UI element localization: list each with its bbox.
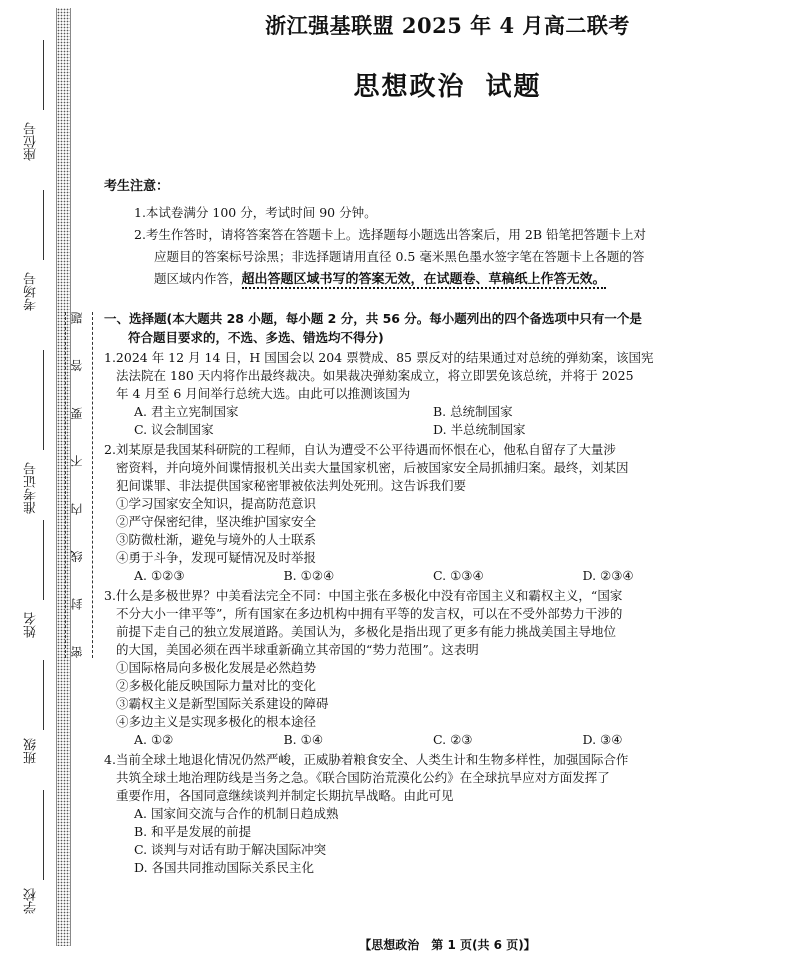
option-a: A. ①②③ <box>134 568 185 583</box>
question-stem-line: 年 4 月至 6 月间举行总统大选。由此可以推测该国为 <box>116 386 411 401</box>
option-c: C. 谈判与对话有助于解决国际冲突 <box>134 842 327 857</box>
option-d: D. ②③④ <box>582 568 634 583</box>
statement: ③霸权主义是新型国际关系建设的障碍 <box>116 696 329 711</box>
exam-content <box>104 178 732 877</box>
question-stem-line: 共筑全球土地治理防线是当务之急。《联合国防治荒漠化公约》在全球抗旱应对方面发挥了 <box>116 770 610 785</box>
notice-emphasis: 超出答题区域书写的答案无效，在试题卷、草稿纸上作答无效。 <box>241 272 606 287</box>
subject-title <box>110 66 785 103</box>
option-d: D. 半总统制国家 <box>433 422 526 437</box>
question-stem-line: 4.当前全球土地退化情况仍然严峻，正威胁着粮食安全、人类生计和生物多样性，加强国际合作 <box>104 752 629 767</box>
option-c: C. ①③④ <box>433 568 484 583</box>
section-heading-line-1: 一、选择题(本大题共 28 小题，每小题 2 分，共 56 分。每小题列出的四个备选项中只有一个是 <box>104 311 642 326</box>
question-stem-line: 法法院在 180 天内将作出最终裁决。如果裁决弹劾案成立，将立即罢免该总统，并将于 2025 <box>116 368 634 383</box>
statement: ①国际格局向多极化发展是必然趋势 <box>116 660 317 675</box>
section-heading-line-2: 符合题目要求的，不选、多选、错选均不得分) <box>128 330 384 345</box>
binding-margin <box>0 0 110 963</box>
class-label: 班级 <box>24 738 39 764</box>
question-1 <box>104 349 732 439</box>
exam-title: 浙江强基联盟 2025 年 4 月高二联考 <box>265 13 630 38</box>
option-a: A. 国家间交流与合作的机制日趋成熟 <box>134 806 339 821</box>
question-3 <box>104 587 732 749</box>
question-stem-line: 3.什么是多极世界？中美看法完全不同：中国主张在多极化中没有帝国主义和霸权主义，“国家 <box>104 588 623 603</box>
seat-number-line <box>43 40 44 110</box>
notice-item-1: 1.本试卷满分 100 分，考试时间 90 分钟。 <box>134 205 377 220</box>
question-stem-line: 不分大小一律平等”，所有国家在多边机构中拥有平等的发言权，可以在不受外部势力干涉的 <box>116 606 623 621</box>
question-stem-line: 2.刘某原是我国某科研院的工程师，自认为遭受不公平待遇而怀恨在心，他私自留存了大量涉 <box>104 442 616 457</box>
option-b: B. 总统制国家 <box>433 404 513 419</box>
name-line <box>43 520 44 600</box>
question-options <box>104 403 732 439</box>
seal-line-text: 密 封 线 内 不 要 答 题 <box>70 312 84 658</box>
school-line <box>43 790 44 880</box>
option-a: A. ①② <box>134 732 174 747</box>
subject-name: 思想政治 <box>353 72 466 102</box>
option-a: A. 君主立宪制国家 <box>134 404 239 419</box>
statement: ①学习国家安全知识，提高防范意识 <box>116 496 317 511</box>
question-stem-line: 密资料，并向境外间谍情报机关出卖大量国家机密，后被国家安全局抓捕归案。最终，刘某因 <box>116 460 629 475</box>
admission-ticket-label: 准考证号 <box>24 462 39 514</box>
question-stem-line: 重要作用，各国同意继续谈判并制定长期抗旱战略。由此可见 <box>116 788 454 803</box>
subject-suffix: 试题 <box>485 72 542 102</box>
page-footer: 【思想政治 第 1 页(共 6 页)】 <box>359 938 536 952</box>
section-heading <box>104 309 732 347</box>
option-c: C. ②③ <box>433 732 473 747</box>
question-stem-line: 的大国，美国必须在西半球重新确立其帝国的“势力范围”。这表明 <box>116 642 479 657</box>
question-options <box>104 567 732 585</box>
exam-room-line <box>43 190 44 260</box>
question-4 <box>104 751 732 877</box>
option-b: B. ①④ <box>283 732 324 747</box>
statement: ④勇于斗争，发现可疑情况及时举报 <box>116 550 317 565</box>
notice-item-2b: 应题目的答案标号涂黑；非选择题请用直径 0.5 毫米黑色墨水签字笔在答题卡上各题的答 <box>154 249 645 264</box>
statement: ②多极化能反映国际力量对比的变化 <box>116 678 317 693</box>
question-stem-line: 前提下走自己的独立发展道路。美国认为，多极化是指出现了更多有能力挑战美国主导地位 <box>116 624 617 639</box>
exam-room-label: 考场号 <box>24 272 39 311</box>
statement: ②严守保密纪律，坚决维护国家安全 <box>116 514 317 529</box>
class-line <box>43 660 44 730</box>
question-2 <box>104 441 732 585</box>
exam-notice <box>104 178 732 291</box>
option-b: B. ①②④ <box>283 568 335 583</box>
seal-line-column <box>65 312 93 658</box>
question-options <box>104 731 732 749</box>
school-label: 学校 <box>24 888 39 914</box>
statement: ④多边主义是实现多极化的根本途径 <box>116 714 317 729</box>
admission-ticket-line <box>43 350 44 450</box>
option-c: C. 议会制国家 <box>134 422 214 437</box>
question-stem-line: 犯间谍罪、非法提供国家秘密罪被依法判处死刑。这告诉我们要 <box>116 478 467 493</box>
question-options <box>104 805 732 877</box>
question-stem-line: 1.2024 年 12 月 14 日，H 国国会以 204 票赞成、85 票反对的结果通过对总统的弹劾案，该国宪 <box>104 350 654 365</box>
option-d: D. 各国共同推动国际关系民主化 <box>134 860 315 875</box>
notice-item-2c <box>154 268 732 291</box>
notice-heading: 考生注意： <box>104 179 170 194</box>
name-label: 姓名 <box>24 612 39 638</box>
option-d: D. ③④ <box>582 732 623 747</box>
notice-item-2c-text: 题区域内作答， <box>154 271 242 286</box>
statement: ③防微杜渐，避免与境外的人士联系 <box>116 532 317 547</box>
notice-item-2a: 2.考生作答时，请将答案答在答题卡上。选择题每小题选出答案后，用 2B 铅笔把答题卡上对 <box>134 227 647 242</box>
seat-number-label: 座位号 <box>24 122 39 161</box>
option-b: B. 和平是发展的前提 <box>134 824 252 839</box>
